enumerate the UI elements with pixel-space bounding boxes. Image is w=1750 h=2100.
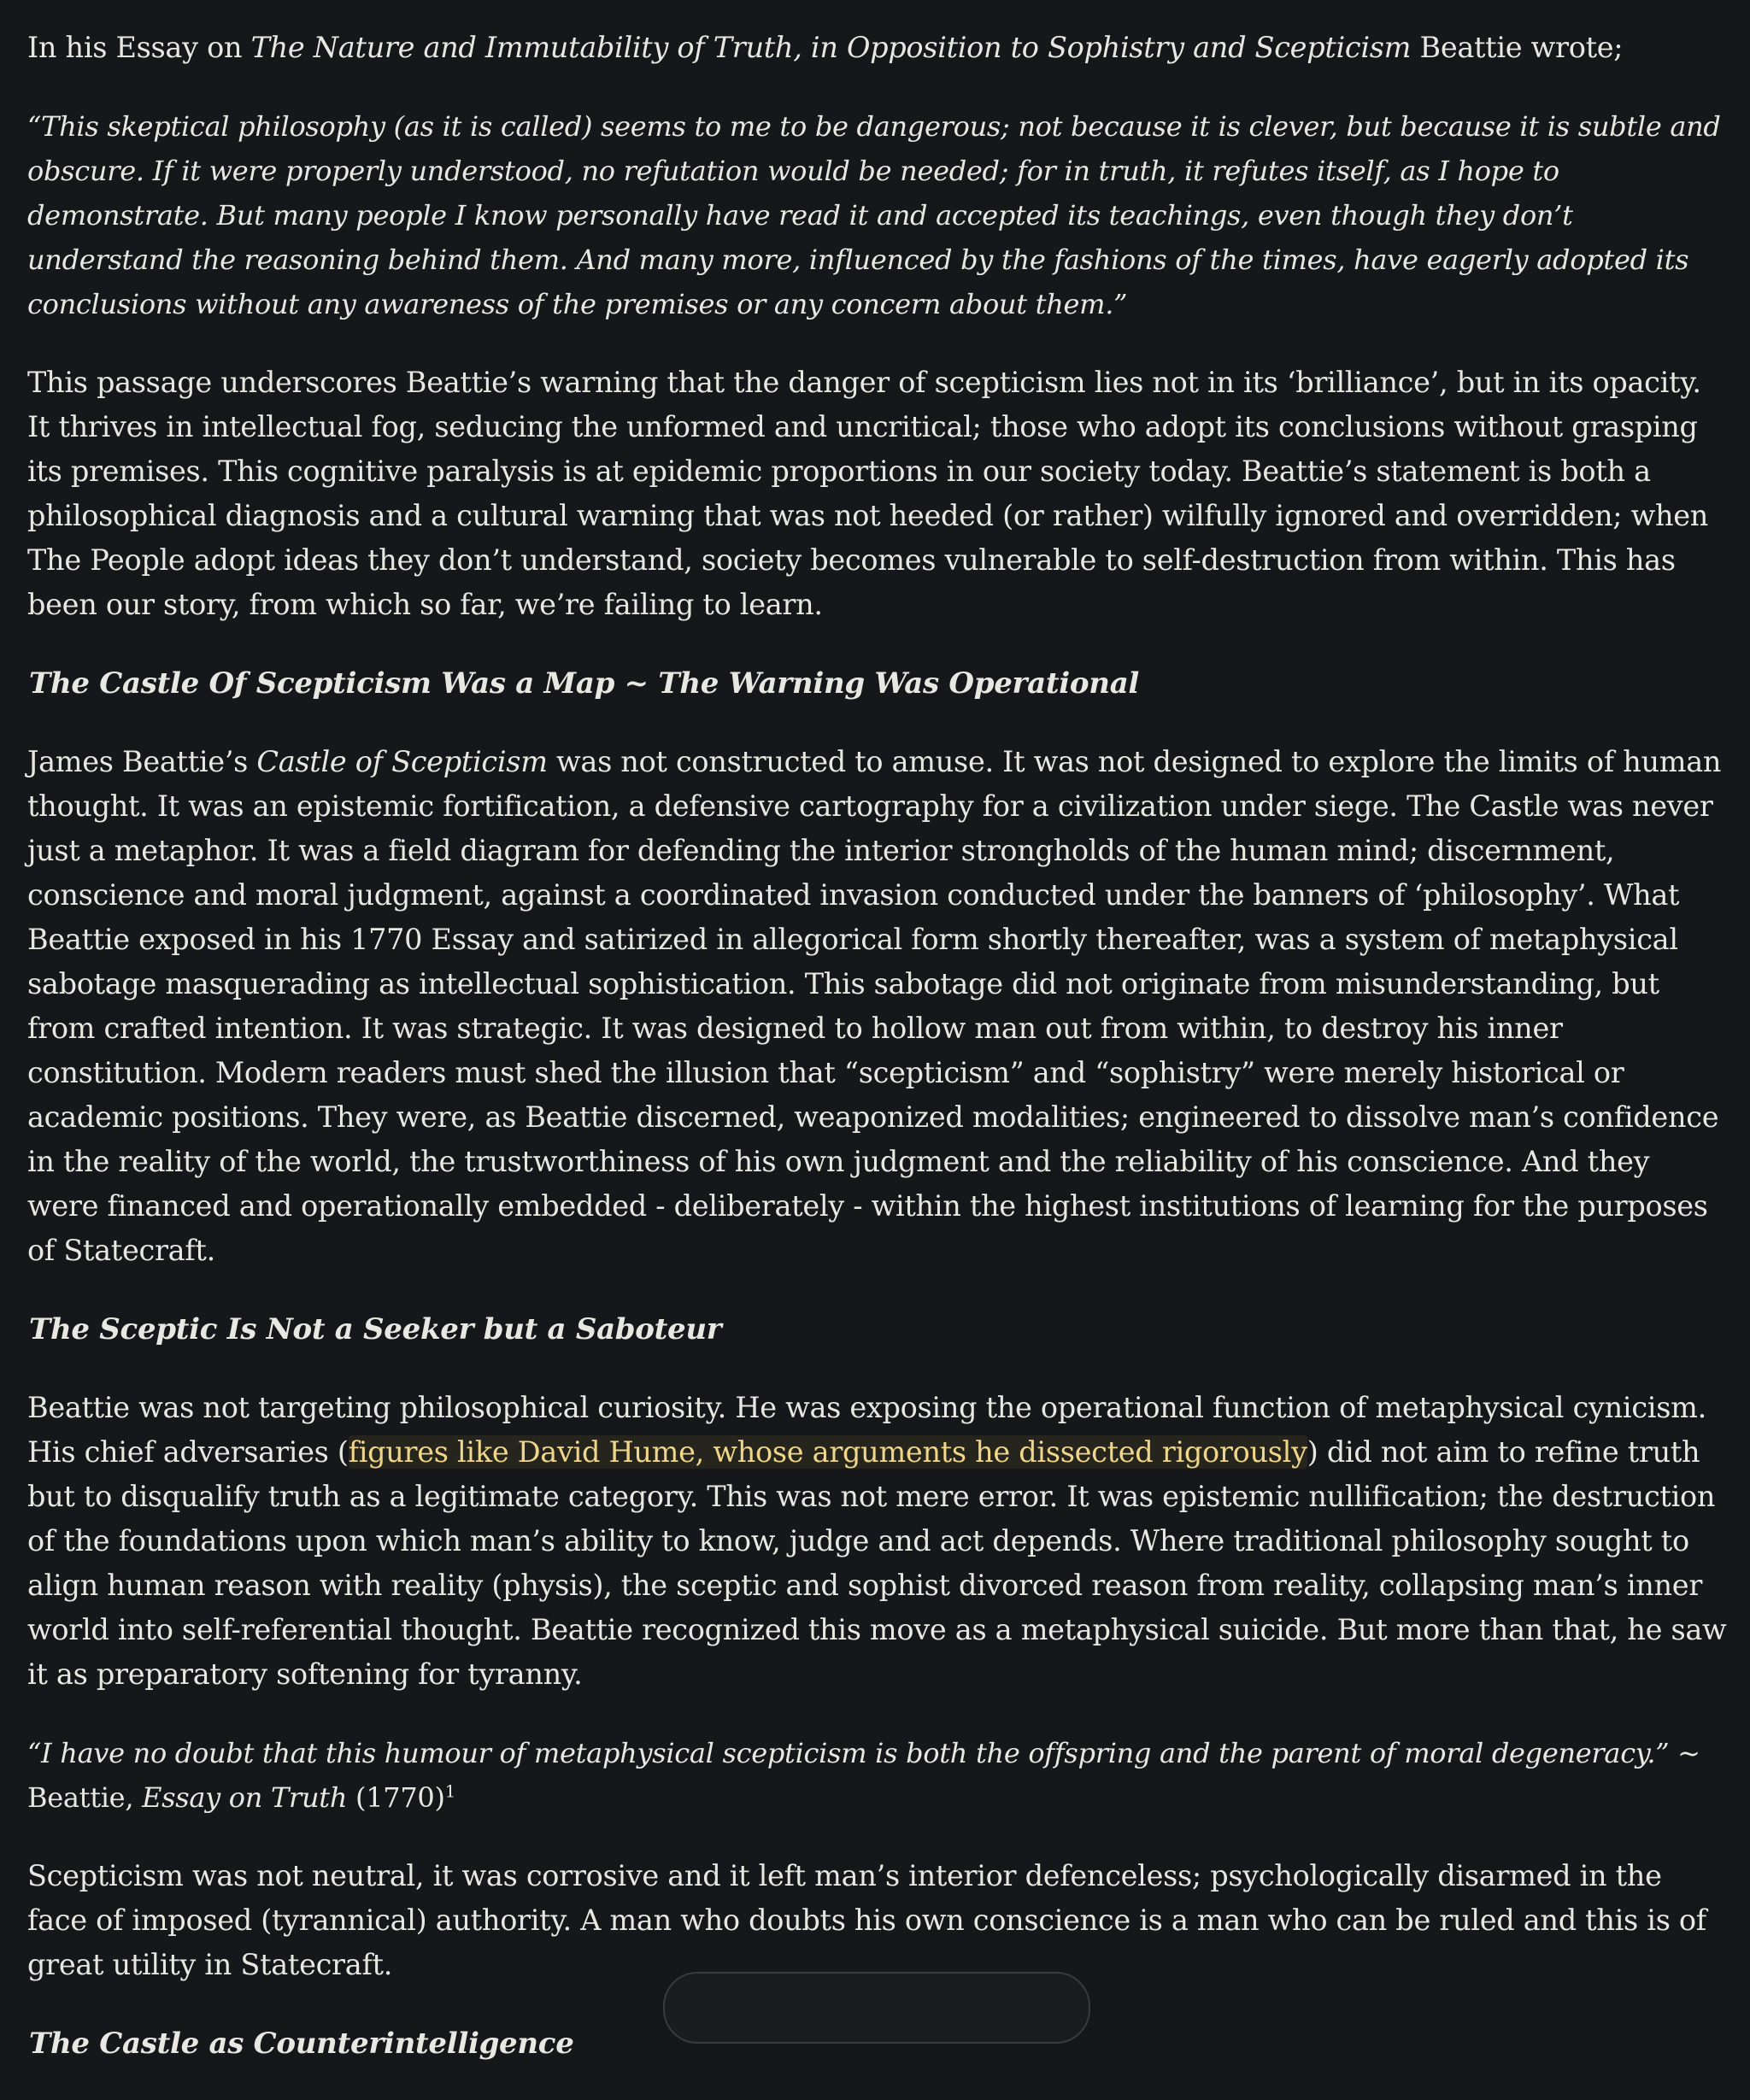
castle-paragraph [27,740,1728,1273]
intro-paragraph [27,26,1728,70]
saboteur-after: ) did not aim to refine truth but to disqualify truth as a legitimate category. This was not mere error. It was epistemic nullification; the destruction of the foundations upon which man’s ability to know, judge and act depends. Where traditional philosophy sought to align human reason with reality (physis), the sceptic and sophist divorced reason from reality, collapsing man’s inner world into self-referential thought. Beattie recognized this move as a metaphysical suicide. But more than that, he saw it as preparatory softening for tyranny. [27,1435,1727,1691]
castle-prefix: James Beattie’s [27,745,257,778]
castle-title: Castle of Scepticism [256,745,548,778]
commentary-paragraph: This passage underscores Beattie’s warning that the danger of scepticism lies not in its ‘brilliance’, but in its opacity. It thrives in intellectual fog, seducing the unformed and uncritical; those who adopt its conclusions without grasping its premises. This cognitive paralysis is at epidemic proportions in our society today. Beattie’s statement is both a philosophical diagnosis and a cultural warning that was not heeded (or rather) wilfully ignored and overridden; when The People adopt ideas they don’t understand, society becomes vulnerable to self-destruction from within. This has been our story, from which so far, we’re failing to learn. [27,366,1709,621]
essay-title: The Nature and Immutability of Truth, in Opposition to Sophistry and Scepticism [250,31,1412,64]
intro-prefix: In his Essay on [27,31,251,64]
intro-suffix: Beattie wrote; [1411,31,1624,64]
castle-body: was not constructed to amuse. It was not designed to explore the limits of human thought. It was an epistemic fortification, a defensive cartography for a civilization under siege. The Castle was never just a metaphor. It was a field diagram for defending the interior strongholds of the human mind; discernment, conscience and moral judgment, against a coordinated invasion conducted under the banners of ‘philosophy’. What Beattie exposed in his 1770 Essay and satirized in allegorical form shortly thereafter, was a system of metaphysical sabotage masquerading as intellectual sophistication. This sabotage did not originate from misunderstanding, but from crafted intention. It was strategic. It was designed to hollow man out from within, to destroy his inner constitution. Modern readers must shed the illusion that “scepticism” and “sophistry” were merely historical or academic positions. They were, as Beattie discerned, weaponized modalities; engineered to dissolve man’s confidence in the reality of the world, the trustworthiness of his own judgment and the reliability of his conscience. And they were financed and operationally embedded - deliberately - within the highest institutions of learning for the purposes of Statecraft. [27,745,1722,1267]
quote-attribution: ~ Beattie, [27,1737,1700,1814]
footnote-marker[interactable]: 1 [444,1780,456,1802]
degeneracy-quote-text: “I have no doubt that this humour of metaphysical scepticism is both the offspring and the parent of moral degeneracy.” [27,1737,1670,1769]
saboteur-paragraph [27,1386,1728,1697]
floating-toolbar-pill[interactable] [663,1972,1090,2044]
highlighted-text[interactable]: figures like David Hume, whose arguments he dissected rigorously [348,1435,1307,1469]
section-heading-castle-map: The Castle Of Scepticism Was a Map ~ The Warning Was Operational [29,666,1140,701]
section-heading-saboteur: The Sceptic Is Not a Seeker but a Saboteur [29,1312,722,1346]
article-body [27,26,1728,2100]
saboteur-before: Beattie was not targeting philosophical curiosity. He was exposing the operational function of metaphysical cynicism. His chief adversaries ( [27,1391,1706,1469]
scepticism-paragraph: Scepticism was not neutral, it was corrosive and it left man’s interior defenceless; psychologically disarmed in the face of imposed (tyrannical) authority. A man who doubts his own conscience is a man who can be ruled and this is of great utility in Statecraft. [27,1859,1706,1981]
beattie-quote: “This skeptical philosophy (as it is called) seems to me to be dangerous; not because it is clever, but because it is subtle and obscure. If it were properly understood, no refutation would be needed; for in truth, it refutes itself, as I hope to demonstrate. But many people I know personally have read it and accepted its teachings, even though they don’t understand the reasoning behind them. And many more, influenced by the fashions of the times, have eagerly adopted its conclusions without any awareness of the premises or any concern about them.” [27,110,1721,320]
degeneracy-quote [27,1731,1728,1820]
section-heading-counterintelligence: The Castle as Counterintelligence [29,2027,574,2061]
quote-source-title: Essay on Truth [142,1781,348,1814]
quote-year: (1770) [347,1781,445,1814]
